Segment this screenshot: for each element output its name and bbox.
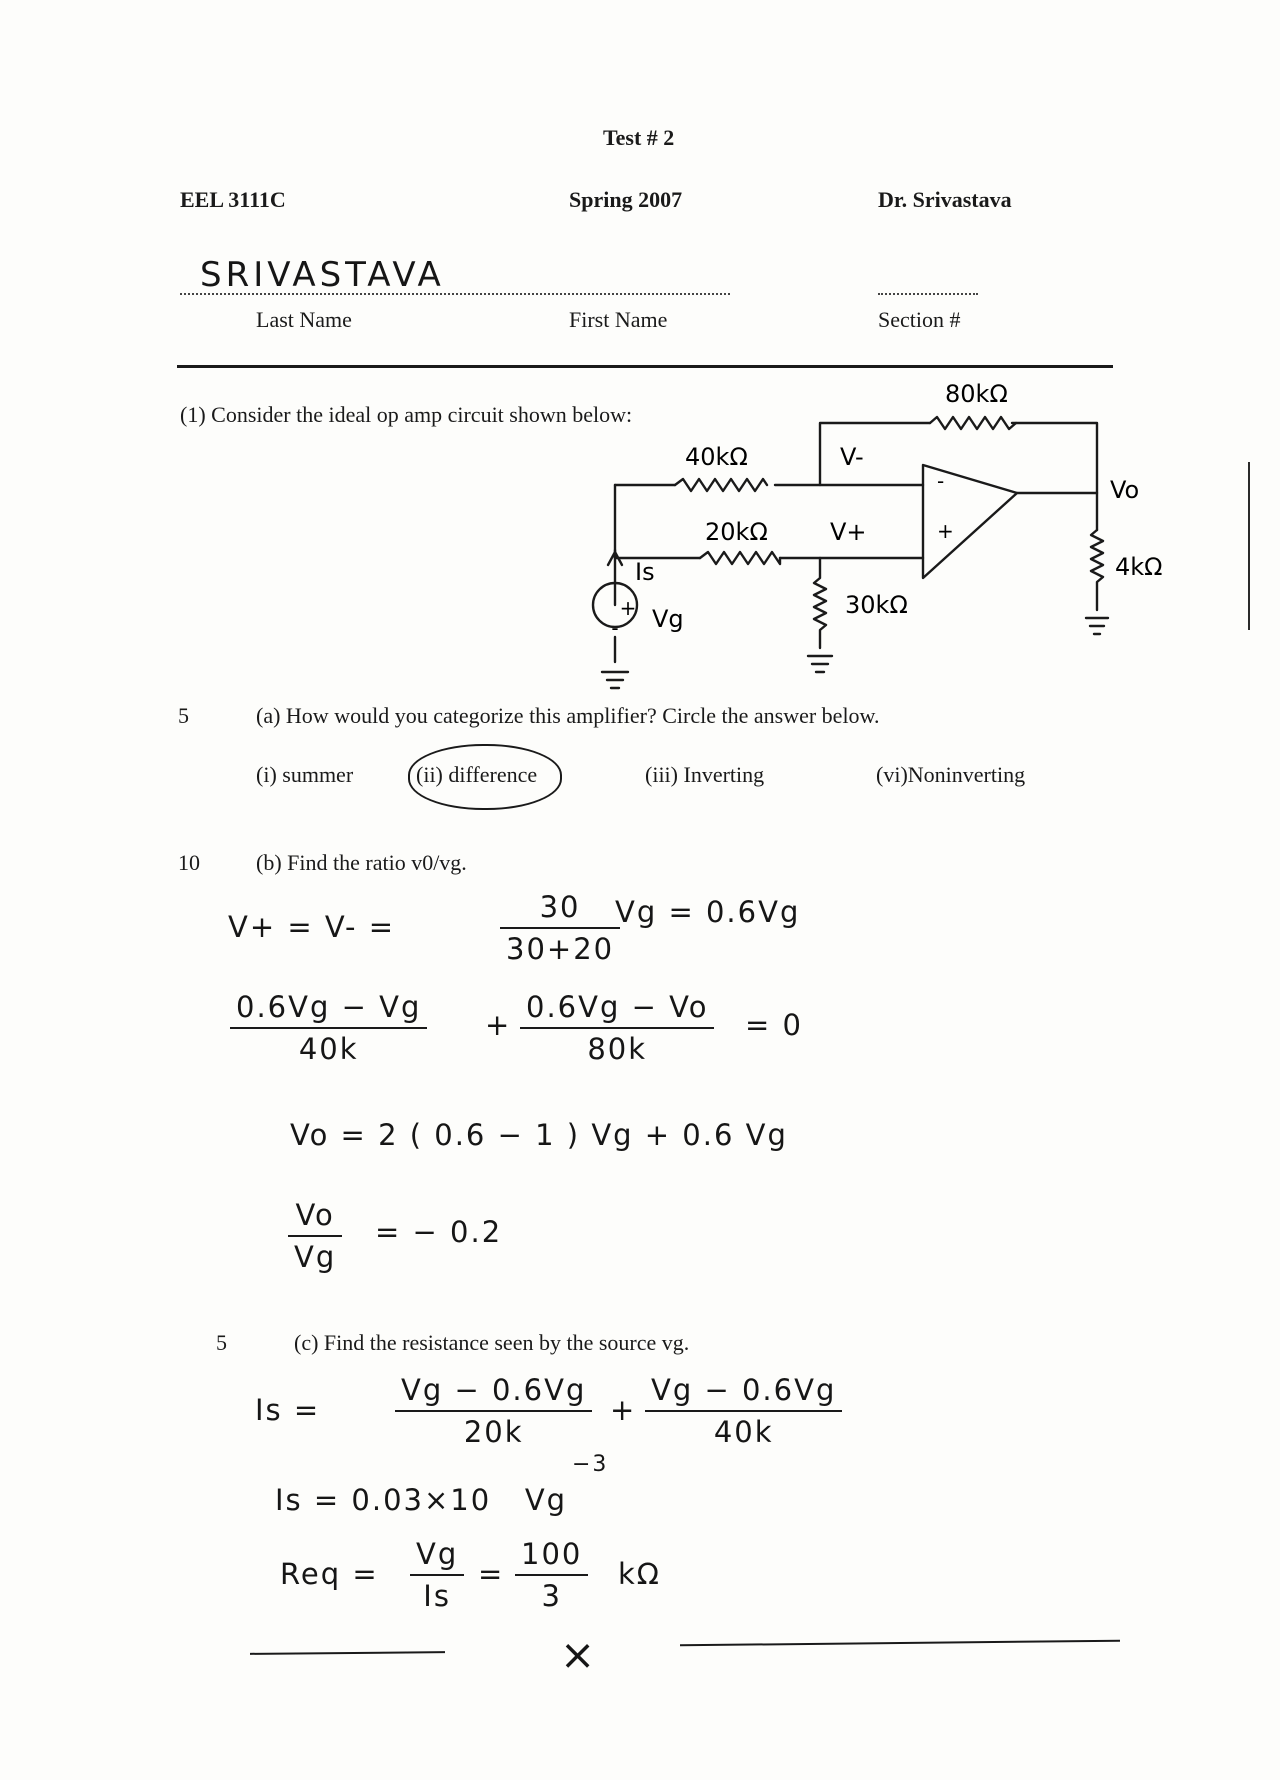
label-vplus: V+ (830, 518, 867, 546)
option-summer: (i) summer (256, 762, 354, 787)
b-line4-den: Vg (288, 1235, 342, 1274)
b-line1-den: 30+20 (500, 927, 620, 966)
source-minus: - (611, 616, 619, 640)
b-line2-fraction2 (520, 990, 714, 1066)
c-line2-exponent: −3 (572, 1452, 609, 1477)
first-name-label: First Name (569, 307, 668, 332)
b-line4-fraction (288, 1198, 342, 1274)
part-c-prompt: (c) Find the resistance seen by the source vg. (294, 1330, 690, 1355)
c-line3-num2: 100 (521, 1537, 583, 1571)
c-line1-den2: 40k (645, 1410, 842, 1449)
b-line2-plus: + (485, 1008, 512, 1042)
part-b-points: 10 (178, 850, 200, 875)
section-label: Section # (878, 307, 961, 332)
b-line2-rhs: = 0 (745, 1008, 803, 1042)
b-line2-num2: 0.6Vg − Vo (526, 990, 709, 1024)
b-line4-rhs: = − 0.2 (375, 1215, 503, 1249)
last-name-value: SRIVASTAVA (200, 255, 445, 295)
c-line3-fraction2 (515, 1537, 588, 1613)
c-line1-lhs: Is = (255, 1393, 321, 1427)
c-line2: Is = 0.03×10 Vg (275, 1483, 568, 1517)
label-30k: 30kΩ (845, 591, 908, 619)
part-a-prompt: (a) How would you categorize this amplifier? Circle the answer below. (256, 703, 880, 728)
c-line1-fraction1 (395, 1373, 592, 1449)
opamp-minus: - (937, 469, 945, 493)
r-20k-zigzag (700, 552, 780, 564)
c-line3-fraction1 (410, 1537, 464, 1613)
b-line3: Vo = 2 ( 0.6 − 1 ) Vg + 0.6 Vg (290, 1118, 788, 1152)
b-line1-rhs: Vg = 0.6Vg (615, 895, 801, 929)
r-40k-zigzag (675, 479, 767, 491)
last-name-label: Last Name (256, 307, 352, 332)
c-line1-den1: 20k (395, 1410, 592, 1449)
c-line3-den2: 3 (515, 1574, 588, 1613)
course-code: EEL 3111C (180, 187, 286, 212)
b-line2-fraction1 (230, 990, 427, 1066)
end-line-left (250, 1651, 445, 1655)
source-plus: + (619, 596, 637, 620)
label-80k: 80kΩ (945, 380, 1008, 408)
r-feedback-zigzag (930, 417, 1016, 429)
b-line2-num1: 0.6Vg − Vg (236, 990, 422, 1024)
c-line1-plus: + (610, 1393, 637, 1427)
label-20k: 20kΩ (705, 518, 768, 546)
section-underline (878, 293, 978, 295)
label-vminus: V- (840, 443, 864, 471)
c-line3-num1: Vg (416, 1537, 459, 1571)
name-underline (180, 293, 730, 295)
b-line1-lhs: V+ = V- = (228, 910, 395, 944)
c-line1-fraction2 (645, 1373, 842, 1449)
part-b-prompt: (b) Find the ratio v0/vg. (256, 850, 467, 875)
circuit-diagram (580, 380, 1220, 700)
instructor: Dr. Srivastava (878, 187, 1012, 212)
b-line1-fraction (500, 890, 620, 966)
label-is: Is (635, 558, 655, 586)
header-divider (177, 365, 1113, 368)
term: Spring 2007 (569, 187, 683, 212)
b-line2-den2: 80k (520, 1027, 714, 1066)
r-30k-zigzag (814, 558, 826, 648)
label-vg: Vg (652, 605, 684, 633)
label-40k: 40kΩ (685, 443, 748, 471)
option-noninverting: (vi)Noninverting (876, 762, 1026, 787)
label-vo: Vo (1110, 476, 1140, 504)
end-mark: × (560, 1630, 598, 1679)
r-4k-zigzag (1091, 530, 1103, 610)
part-c-points: 5 (216, 1330, 227, 1355)
b-line1-num: 30 (539, 890, 581, 924)
c-line3-lhs: Req = (280, 1557, 379, 1591)
opamp-plus: + (937, 519, 954, 543)
b-line2-den1: 40k (230, 1027, 427, 1066)
c-line1-num2: Vg − 0.6Vg (651, 1373, 837, 1407)
margin-bracket (1248, 462, 1250, 630)
end-line-right (680, 1640, 1120, 1647)
label-4k: 4kΩ (1115, 553, 1163, 581)
b-line4-num: Vo (295, 1198, 335, 1232)
answer-circle (408, 744, 562, 810)
question1-prompt: (1) Consider the ideal op amp circuit shown below: (180, 402, 633, 427)
c-line3-den1: Is (410, 1574, 464, 1613)
part-a-points: 5 (178, 703, 189, 728)
c-line3-unit: kΩ (618, 1557, 661, 1591)
test-title: Test # 2 (603, 125, 675, 150)
c-line1-num1: Vg − 0.6Vg (401, 1373, 587, 1407)
c-line3-equals: = (478, 1557, 505, 1591)
option-difference: (ii) difference (416, 762, 538, 787)
option-inverting: (iii) Inverting (645, 762, 765, 787)
